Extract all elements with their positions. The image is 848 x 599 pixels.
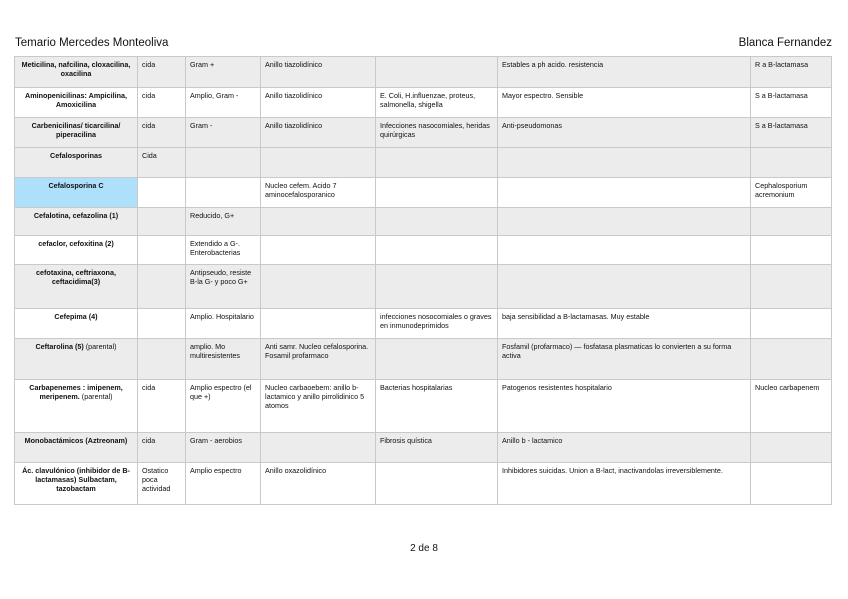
table-row	[15, 463, 832, 505]
action-cell	[138, 178, 186, 208]
indication-cell: E. Coli, H.influenzae, proteus, salmonella, shigella	[376, 88, 498, 118]
indication-cell	[376, 339, 498, 380]
table-row	[15, 208, 832, 236]
indication-cell	[376, 57, 498, 88]
structure-cell: Nucleo cefem. Acido 7 aminocefalosporanico	[261, 178, 376, 208]
beta-lactamase-cell	[751, 208, 832, 236]
spectrum-cell: Amplio, Gram -	[186, 88, 261, 118]
structure-cell: Nucleo carbaoebem: anillo b-lactamico y anillo pirrolidinico 5 atomos	[261, 380, 376, 433]
document-header-author: Blanca Fernandez	[738, 37, 832, 49]
drug-name-cell: cefaclor, cefoxitina (2)	[15, 236, 138, 265]
action-cell	[138, 208, 186, 236]
beta-lactamase-cell: Nucleo carbapenem	[751, 380, 832, 433]
table-row	[15, 339, 832, 380]
page-number: 2 de 8	[410, 543, 438, 554]
beta-lactamase-cell	[751, 463, 832, 505]
notes-cell	[498, 236, 751, 265]
indication-cell: Bacterias hospitalarias	[376, 380, 498, 433]
beta-lactamase-cell: Cephalosporium acremonium	[751, 178, 832, 208]
action-cell: cida	[138, 57, 186, 88]
notes-cell	[498, 178, 751, 208]
drug-name-cell: Ác. clavulónico (inhibidor de B-lactamasas) Sulbactam, tazobactam	[15, 463, 138, 505]
spectrum-cell: Antipseudo, resiste B-la G- y poco G+	[186, 265, 261, 309]
beta-lactamase-cell	[751, 433, 832, 463]
beta-lactamase-cell: S a B-lactamasa	[751, 118, 832, 148]
structure-cell	[261, 433, 376, 463]
notes-cell: Inhibidores suicidas. Union a B-lact, inactivandolas irreversiblemente.	[498, 463, 751, 505]
notes-cell: Anti-pseudomonas	[498, 118, 751, 148]
table-row	[15, 88, 832, 118]
structure-cell: Anillo tiazolidínico	[261, 118, 376, 148]
spectrum-cell: Gram - aerobios	[186, 433, 261, 463]
drug-name-cell: Aminopenicilinas: Ampicilina, Amoxicilina	[15, 88, 138, 118]
table-row	[15, 433, 832, 463]
notes-cell	[498, 148, 751, 178]
notes-cell: baja sensibilidad a B-lactamasas. Muy estable	[498, 309, 751, 339]
notes-cell: Anillo b - lactamico	[498, 433, 751, 463]
structure-cell: Anillo tiazolidínico	[261, 57, 376, 88]
action-cell	[138, 236, 186, 265]
drug-name-cell: Cefalotina, cefazolina (1)	[15, 208, 138, 236]
structure-cell: Anti samr. Nucleo cefalosporina. Fosamil profarmaco	[261, 339, 376, 380]
indication-cell	[376, 265, 498, 309]
indication-cell: Infecciones nasocomiales, heridas quirúrgicas	[376, 118, 498, 148]
beta-lactamase-cell: R a B-lactamasa	[751, 57, 832, 88]
action-cell: Cida	[138, 148, 186, 178]
spectrum-cell	[186, 148, 261, 178]
structure-cell	[261, 208, 376, 236]
structure-cell: Anillo tiazolidínico	[261, 88, 376, 118]
spectrum-cell: Gram -	[186, 118, 261, 148]
table-row	[15, 309, 832, 339]
spectrum-cell: Gram +	[186, 57, 261, 88]
indication-cell	[376, 463, 498, 505]
table-row	[15, 57, 832, 88]
structure-cell: Anillo oxazolidínico	[261, 463, 376, 505]
drug-name-cell: Carbapenemes : imipenem, meripenem. (parental)	[15, 380, 138, 433]
table-row	[15, 178, 832, 208]
drug-name-cell: cefotaxina, ceftriaxona, ceftacidima(3)	[15, 265, 138, 309]
spectrum-cell: Amplio espectro (el que +)	[186, 380, 261, 433]
structure-cell	[261, 148, 376, 178]
action-cell: cida	[138, 118, 186, 148]
action-cell	[138, 265, 186, 309]
notes-cell: Estables a ph acido. resistencia	[498, 57, 751, 88]
spectrum-cell: Reducido, G+	[186, 208, 261, 236]
structure-cell	[261, 309, 376, 339]
spectrum-cell	[186, 178, 261, 208]
notes-cell: Mayor espectro. Sensible	[498, 88, 751, 118]
beta-lactamase-cell	[751, 339, 832, 380]
action-cell	[138, 339, 186, 380]
indication-cell: infecciones nosocomiales o graves en inmunodeprimidos	[376, 309, 498, 339]
beta-lactamase-cell	[751, 265, 832, 309]
notes-cell: Patogenos resistentes hospitalario	[498, 380, 751, 433]
spectrum-cell: amplio. Mo multiresistentes	[186, 339, 261, 380]
spectrum-cell: Extendido a G-. Enterobacterias	[186, 236, 261, 265]
document-header-title: Temario Mercedes Monteoliva	[15, 37, 169, 49]
table-row	[15, 148, 832, 178]
action-cell: cida	[138, 380, 186, 433]
table-row	[15, 265, 832, 309]
drug-name-cell: Monobactámicos (Aztreonam)	[15, 433, 138, 463]
table-row	[15, 118, 832, 148]
structure-cell	[261, 236, 376, 265]
drug-name-cell: Meticilina, nafcilina, cloxacilina, oxacilina	[15, 57, 138, 88]
indication-cell	[376, 148, 498, 178]
drug-name-cell: Cefepima (4)	[15, 309, 138, 339]
notes-cell	[498, 265, 751, 309]
beta-lactamase-cell	[751, 236, 832, 265]
beta-lactamase-cell	[751, 309, 832, 339]
indication-cell: Fibrosis quística	[376, 433, 498, 463]
beta-lactamase-cell	[751, 148, 832, 178]
drug-name-cell-highlighted: Cefalosporina C	[15, 178, 138, 208]
action-cell: Ostatico poca actividad	[138, 463, 186, 505]
table-row	[15, 236, 832, 265]
drug-name-cell: Cefalosporinas	[15, 148, 138, 178]
notes-cell: Fosfamil (profarmaco) — fosfatasa plasmaticas lo convierten a su forma activa	[498, 339, 751, 380]
action-cell	[138, 309, 186, 339]
spectrum-cell: Amplio. Hospitalario	[186, 309, 261, 339]
action-cell: cida	[138, 433, 186, 463]
structure-cell	[261, 265, 376, 309]
antibiotics-table	[14, 56, 832, 505]
spectrum-cell: Amplio espectro	[186, 463, 261, 505]
indication-cell	[376, 178, 498, 208]
notes-cell	[498, 208, 751, 236]
action-cell: cida	[138, 88, 186, 118]
indication-cell	[376, 236, 498, 265]
indication-cell	[376, 208, 498, 236]
table-row	[15, 380, 832, 433]
beta-lactamase-cell: S a B-lactamasa	[751, 88, 832, 118]
drug-name-cell: Carbenicilinas/ ticarcilina/ piperacilina	[15, 118, 138, 148]
drug-name-cell: Ceftarolina (5) (parental)	[15, 339, 138, 380]
